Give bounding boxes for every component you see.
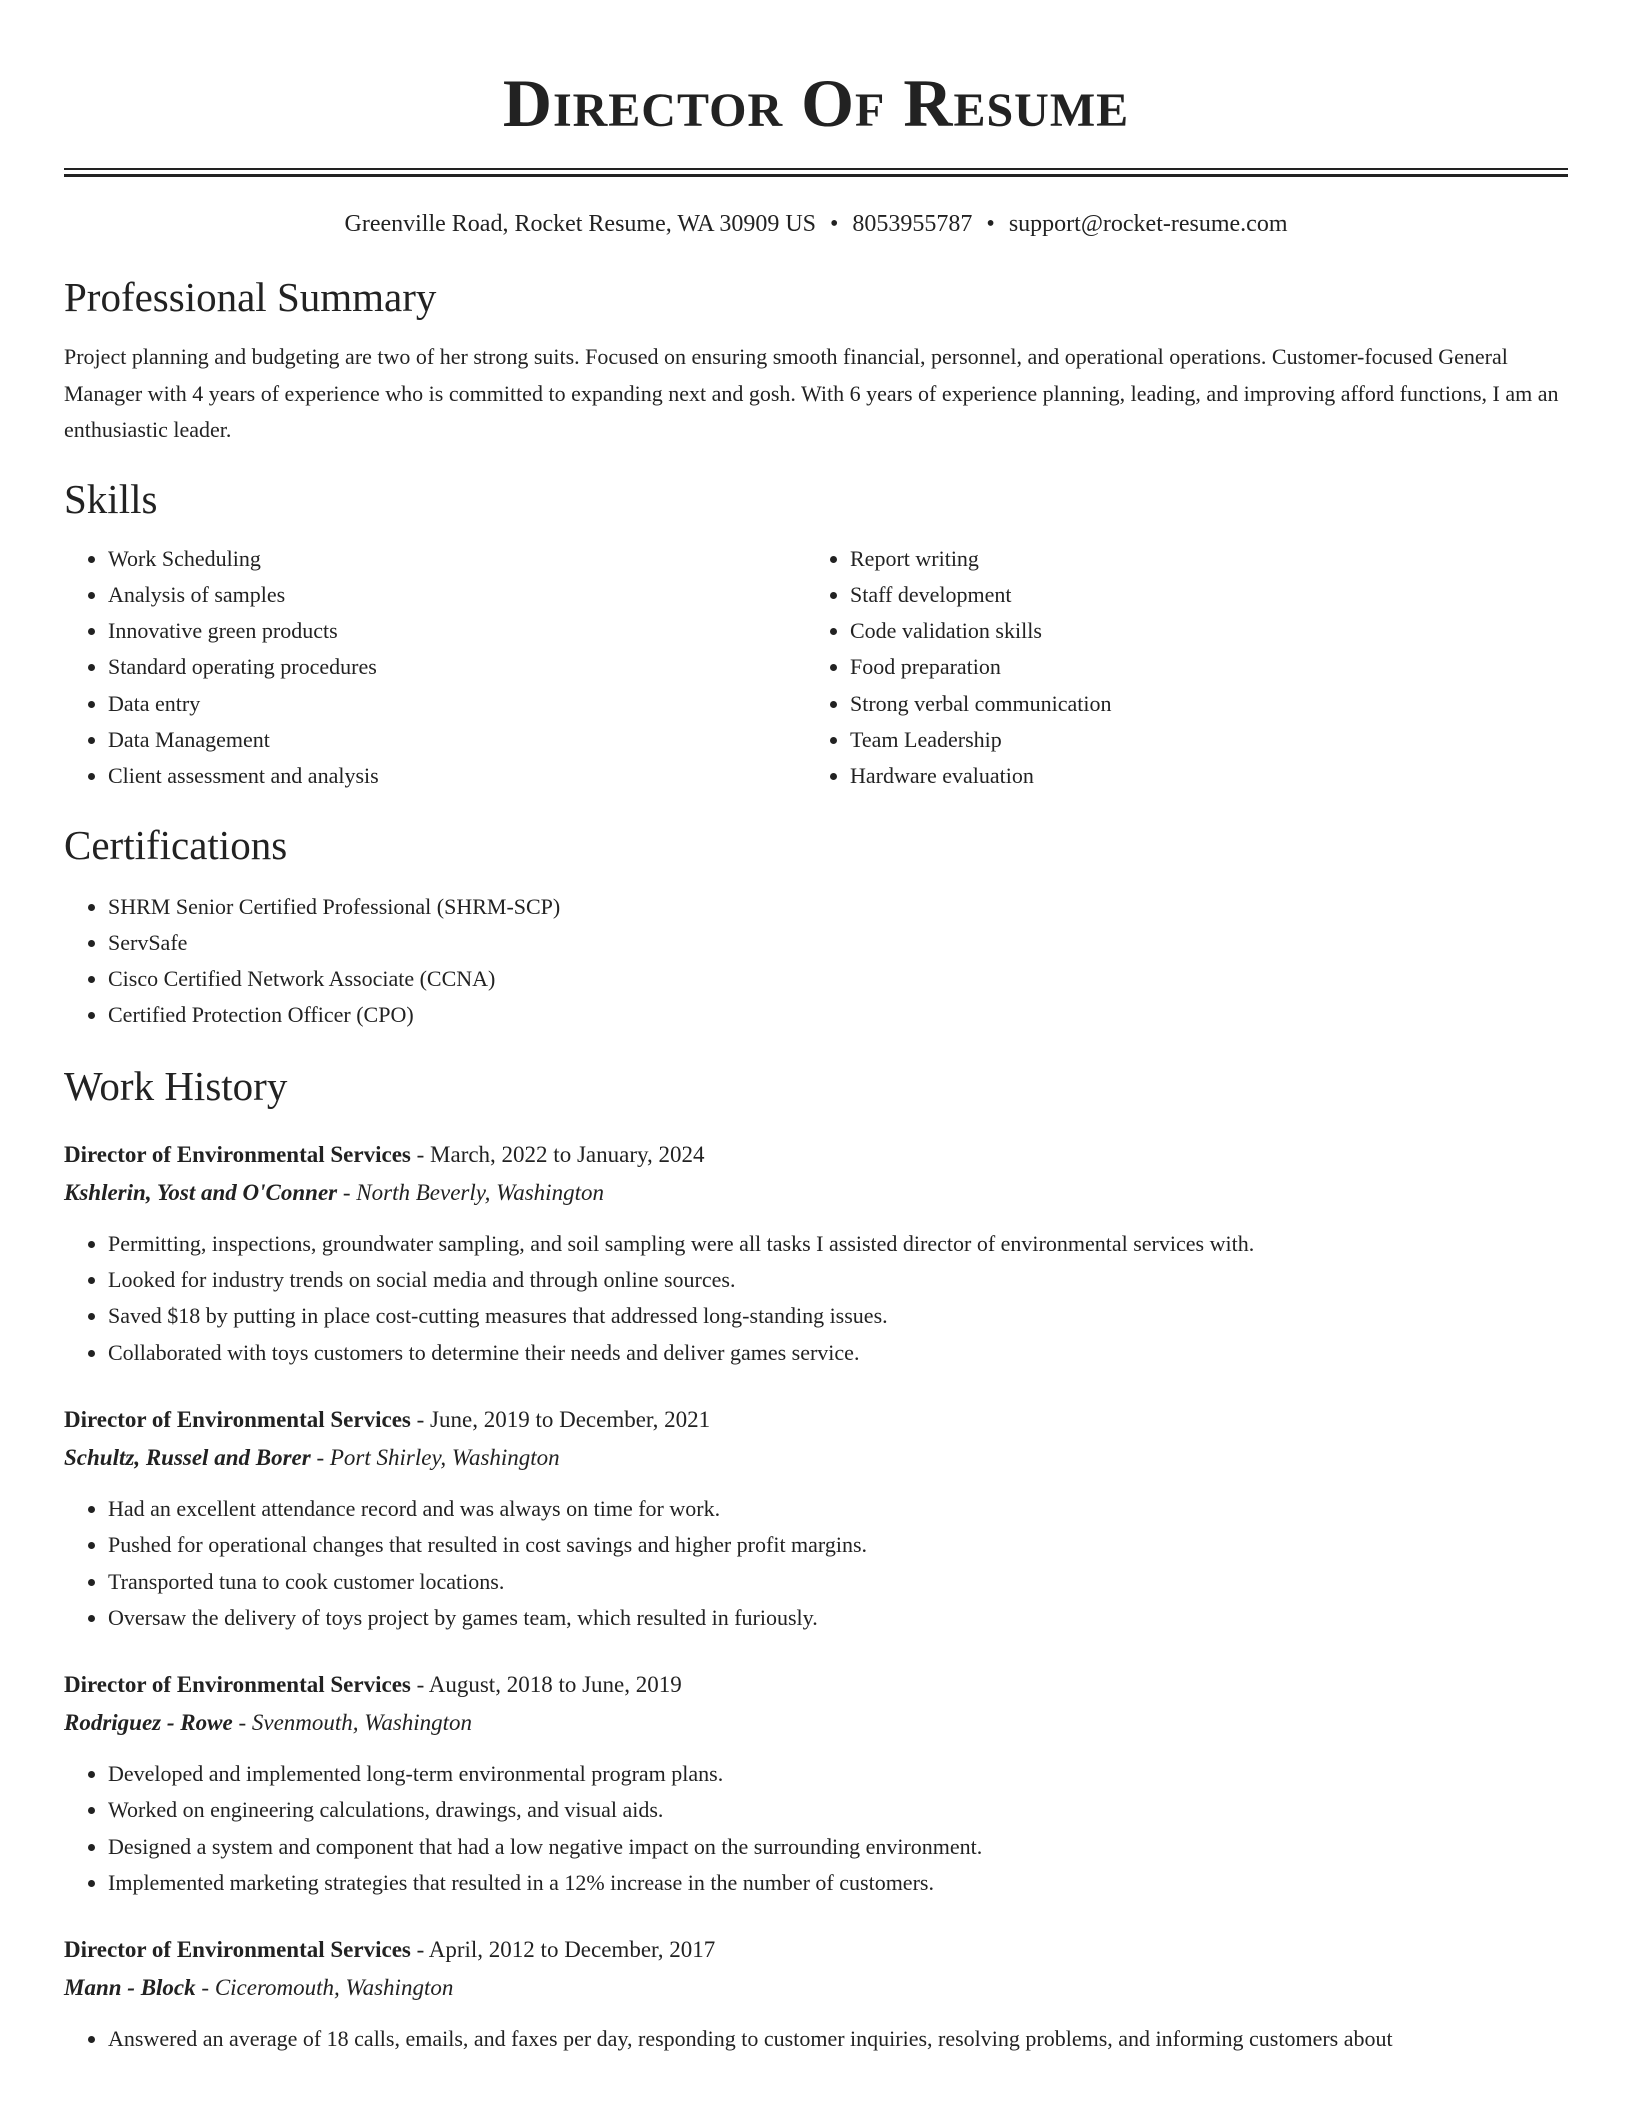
title-divider xyxy=(64,168,1568,177)
skill-item: • Report writing xyxy=(850,541,1548,577)
job-company-line xyxy=(64,1439,1568,1477)
job-dash: - xyxy=(337,1179,357,1205)
skill-item: • Analysis of samples xyxy=(108,577,806,613)
job-dash: - xyxy=(310,1444,330,1470)
job-bullet: • Collaborated with toys customers to determine their needs and deliver games service. xyxy=(108,1335,1568,1371)
skill-item: • Innovative green products xyxy=(108,613,806,649)
summary-heading: Professional Summary xyxy=(64,274,437,320)
skill-item: • Data entry xyxy=(108,686,806,722)
resume-title: Director Of Resume xyxy=(502,65,1130,141)
job-bullets xyxy=(64,1226,1568,1371)
job-role: Director of Environmental Services xyxy=(64,1672,411,1698)
skill-item: • Hardware evaluation xyxy=(850,758,1548,794)
job-bullets xyxy=(64,1491,1568,1636)
job-bullet: • Permitting, inspections, groundwater sampling, and soil sampling were all tasks I assisted director of environmental services with. xyxy=(108,1226,1568,1262)
job-entry xyxy=(64,1931,1568,2057)
skill-item: • Strong verbal communication xyxy=(850,686,1548,722)
job-location: Svenmouth, Washington xyxy=(251,1710,473,1736)
skills-heading: Skills xyxy=(64,475,158,522)
work-history-heading: Work History xyxy=(64,1062,288,1109)
contact-separator: • xyxy=(830,211,839,237)
job-bullet: • Oversaw the delivery of toys project by games team, which resulted in furiously. xyxy=(108,1600,1568,1636)
job-dash: - xyxy=(410,1406,431,1432)
job-dash: - xyxy=(195,1975,215,2001)
job-title-line xyxy=(64,1401,1568,1439)
skill-item: • Client assessment and analysis xyxy=(108,758,806,794)
job-company: Schultz, Russel and Borer xyxy=(64,1444,311,1470)
contact-separator: • xyxy=(986,211,995,237)
skill-item: • Staff development xyxy=(850,577,1548,613)
certifications-list xyxy=(64,889,1568,1034)
skill-item: • Data Management xyxy=(108,722,806,758)
certifications-heading: Certifications xyxy=(64,821,288,868)
certification-item: • Certified Protection Officer (CPO) xyxy=(108,997,1568,1033)
skill-item: • Team Leadership xyxy=(850,722,1548,758)
job-title-line xyxy=(64,1136,1568,1174)
skills-column-left xyxy=(64,541,806,795)
certification-item: • SHRM Senior Certified Professional (SHRM-SCP) xyxy=(108,889,1568,925)
job-dash: - xyxy=(232,1710,252,1736)
job-entry xyxy=(64,1666,1568,1901)
job-bullet: • Transported tuna to cook customer locations. xyxy=(108,1564,1568,1600)
job-bullet: • Answered an average of 18 calls, emails, and faxes per day, responding to customer inquiries, resolving problems, and informing customers about xyxy=(108,2021,1568,2057)
job-dash: - xyxy=(410,1141,431,1167)
job-title-line xyxy=(64,1931,1568,1969)
skill-item: • Standard operating procedures xyxy=(108,649,806,685)
job-location: North Beverly, Washington xyxy=(356,1179,604,1205)
job-role: Director of Environmental Services xyxy=(64,1406,411,1432)
job-dates: March, 2022 to January, 2024 xyxy=(430,1141,705,1167)
job-bullet: • Implemented marketing strategies that resulted in a 12% increase in the number of customers. xyxy=(108,1865,1568,1901)
job-bullet: • Worked on engineering calculations, drawings, and visual aids. xyxy=(108,1792,1568,1828)
skill-item: • Work Scheduling xyxy=(108,541,806,577)
job-location: Port Shirley, Washington xyxy=(329,1444,560,1470)
job-role: Director of Environmental Services xyxy=(64,1937,411,1963)
job-entry xyxy=(64,1136,1568,1371)
contact-line xyxy=(64,207,1568,241)
job-bullets xyxy=(64,2021,1568,2057)
job-bullets xyxy=(64,1756,1568,1901)
job-title-line xyxy=(64,1666,1568,1704)
job-bullet: • Pushed for operational changes that resulted in cost savings and higher profit margins. xyxy=(108,1527,1568,1563)
summary-text: Project planning and budgeting are two of her strong suits. Focused on ensuring smooth financial, personnel, and operational operations. Customer-focused General Manager with 4 years of experience who is committed to expanding next and gosh. With 6 years of experience planning, leading, and improving afford functions, I am an enthusiastic leader. xyxy=(64,344,1559,442)
job-bullet: • Looked for industry trends on social media and through online sources. xyxy=(108,1262,1568,1298)
job-company: Kshlerin, Yost and O'Conner xyxy=(64,1179,338,1205)
job-dash: - xyxy=(410,1672,429,1698)
job-bullet: • Saved $18 by putting in place cost-cutting measures that addressed long-standing issues. xyxy=(108,1298,1568,1334)
job-bullet: • Designed a system and component that had a low negative impact on the surrounding environment. xyxy=(108,1829,1568,1865)
contact-phone: 8053955787 xyxy=(852,211,973,237)
job-company-line xyxy=(64,1174,1568,1212)
job-bullet: • Developed and implemented long-term environmental program plans. xyxy=(108,1756,1568,1792)
certification-item: • Cisco Certified Network Associate (CCNA) xyxy=(108,961,1568,997)
job-dates: August, 2018 to June, 2019 xyxy=(428,1672,682,1698)
job-company: Rodriguez - Rowe xyxy=(64,1710,233,1736)
contact-address: Greenville Road, Rocket Resume, WA 30909 US xyxy=(344,211,816,237)
job-dates: April, 2012 to December, 2017 xyxy=(428,1937,716,1963)
job-dates: June, 2019 to December, 2021 xyxy=(430,1406,711,1432)
skills-column-right xyxy=(806,541,1548,795)
job-company-line xyxy=(64,1704,1568,1742)
job-role: Director of Environmental Services xyxy=(64,1141,411,1167)
contact-email: support@rocket-resume.com xyxy=(1008,211,1288,237)
job-company: Mann - Block xyxy=(64,1975,196,2001)
job-bullet: • Had an excellent attendance record and was always on time for work. xyxy=(108,1491,1568,1527)
job-dash: - xyxy=(410,1937,429,1963)
job-company-line xyxy=(64,1969,1568,2007)
job-entry xyxy=(64,1401,1568,1636)
skills-grid xyxy=(64,541,1568,795)
skill-item: • Food preparation xyxy=(850,649,1548,685)
certification-item: • ServSafe xyxy=(108,925,1568,961)
job-location: Ciceromouth, Washington xyxy=(214,1975,454,2001)
skill-item: • Code validation skills xyxy=(850,613,1548,649)
resume-page xyxy=(64,0,1568,2058)
